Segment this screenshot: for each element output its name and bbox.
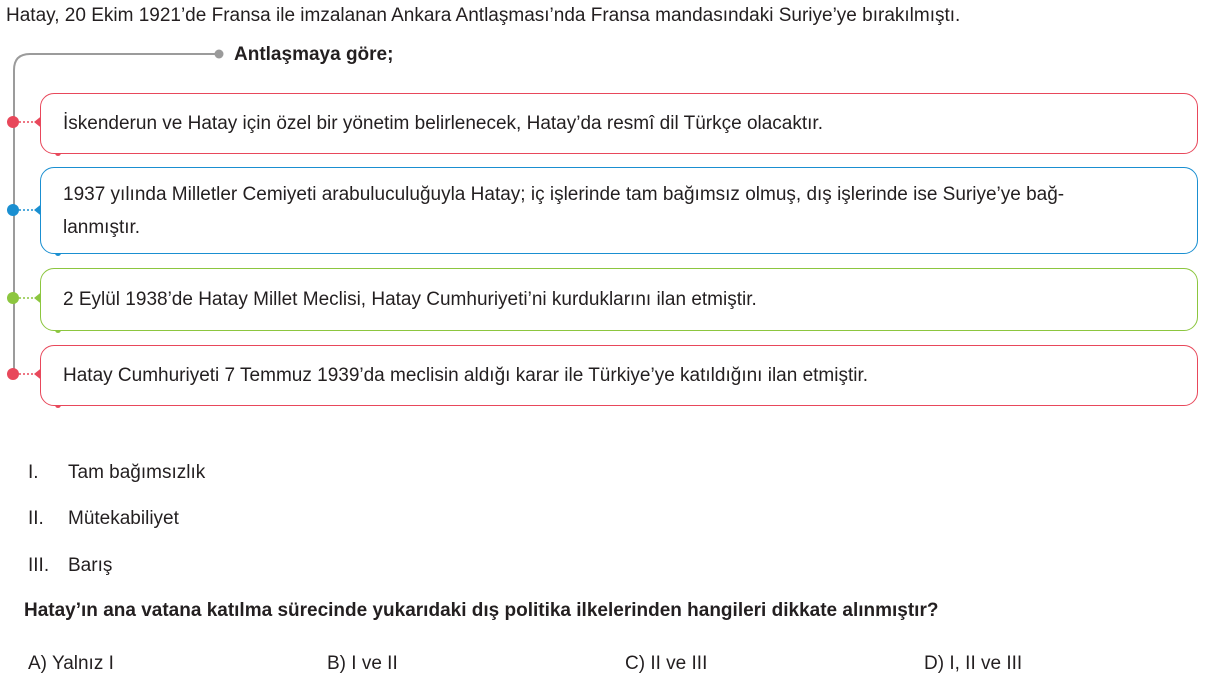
- intro-text: Hatay, 20 Ekim 1921’de Fransa ile imzalanan Ankara Antlaşması’nda Fransa mandasındaki Suriye’ye bırakılmıştı.: [6, 5, 961, 26]
- timeline-heading: Antlaşmaya göre;: [234, 44, 394, 65]
- timeline-item-1-text: İskenderun ve Hatay için özel bir yönetim belirlenecek, Hatay’da resmî dil Türkçe olacaktır.: [63, 113, 823, 134]
- timeline-item-2-text-content: 1937 yılında Milletler Cemiyeti arabuluculuğuyla Hatay; iç işlerinde tam bağımsız olmuş, dış işlerinde ise Suriye’ye bağ- lanmıştır.: [63, 183, 1065, 238]
- timeline-item-2: [40, 167, 1198, 254]
- option-c-letter: C): [625, 653, 646, 674]
- timeline-item-4-text: Hatay Cumhuriyeti 7 Temmuz 1939’da meclisin aldığı karar ile Türkiye’ye katıldığını ilan etmiştir.: [63, 365, 869, 386]
- principle-1-label: Tam bağımsızlık: [68, 462, 206, 483]
- option-c[interactable]: [625, 653, 707, 675]
- option-b[interactable]: [327, 653, 398, 675]
- principle-1: [28, 462, 205, 484]
- option-a[interactable]: [28, 653, 114, 675]
- timeline-item-3: [40, 268, 1198, 331]
- question-text: Hatay’ın ana vatana katılma sürecinde yukarıdaki dış politika ilkelerinden hangileri dikkate alınmıştır?: [24, 600, 939, 621]
- option-c-text: II ve III: [650, 653, 708, 674]
- option-a-text: Yalnız I: [51, 653, 114, 674]
- heading-dot: [215, 50, 224, 59]
- principle-3-label: Barış: [68, 555, 113, 576]
- timeline-item-1: [40, 93, 1198, 154]
- timeline-item-3-text: 2 Eylül 1938’de Hatay Millet Meclisi, Hatay Cumhuriyeti’ni kurduklarını ilan etmiştir.: [63, 289, 757, 310]
- principle-2-label: Mütekabiliyet: [68, 508, 179, 529]
- option-d[interactable]: [924, 653, 1022, 675]
- option-d-letter: D): [924, 653, 945, 674]
- timeline-item-2-text: [63, 178, 1064, 244]
- option-b-text: I ve II: [351, 653, 398, 674]
- principle-3-numeral: III.: [28, 555, 50, 576]
- timeline-item-4: [40, 345, 1198, 406]
- principle-3: [28, 555, 112, 577]
- option-a-letter: A): [28, 653, 47, 674]
- principle-1-numeral: I.: [28, 462, 39, 483]
- option-b-letter: B): [327, 653, 346, 674]
- principle-2-numeral: II.: [28, 508, 44, 529]
- option-d-text: I, II ve III: [949, 653, 1023, 674]
- principle-2: [28, 508, 179, 530]
